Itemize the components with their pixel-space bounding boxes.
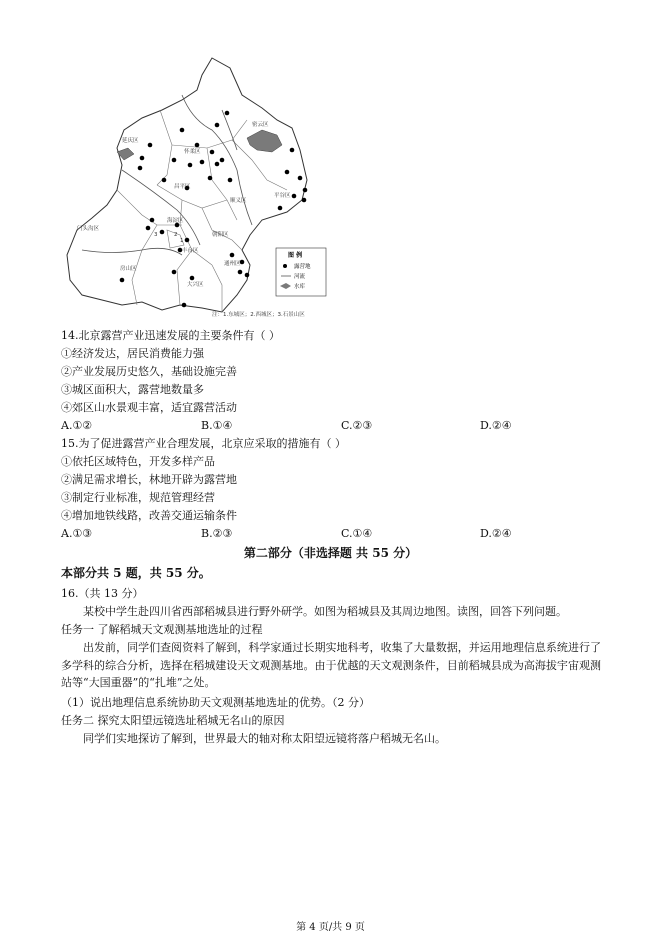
district-label: 平谷区 [274, 193, 291, 199]
district-label: 门头沟区 [77, 226, 100, 232]
region-number: 2 [174, 232, 178, 238]
question-14-item: ②产业发展历史悠久，基础设施完善 [61, 365, 237, 378]
district-label: 密云区 [252, 122, 269, 128]
question-14-option-c[interactable]: C.②③ [341, 419, 373, 432]
page-number: 第 4 页/共 9 页 [296, 922, 365, 933]
question-14-option-b[interactable]: B.①④ [201, 419, 233, 432]
task-two-title: 任务二 探究太阳望远镜选址稻城无名山的原因 [61, 714, 285, 727]
legend-title: 图 例 [288, 252, 303, 259]
question-14-item: ①经济发达，居民消费能力强 [61, 347, 204, 360]
district-label: 顺义区 [230, 198, 247, 204]
district-label: 大兴区 [187, 282, 204, 288]
sub-question-1: （1）说出地理信息系统协助天文观测基地选址的优势。（2 分） [61, 696, 370, 709]
camping-site-legend-icon [283, 264, 287, 268]
district-label: 延庆区 [122, 138, 139, 144]
task-one-title: 任务一 了解稻城天文观测基地选址的过程 [61, 623, 263, 636]
district-label: 朝阳区 [212, 232, 229, 238]
part-two-title: 第二部分（非选择题 共 55 分） [243, 546, 418, 560]
legend-item: 露营地 [294, 264, 311, 270]
question-15-item: ①依托区域特色，开发多样产品 [61, 455, 215, 468]
question-15-stem: 15.为了促进露营产业合理发展，北京应采取的措施有（ ） [61, 437, 346, 450]
question-15-item: ④增加地铁线路，改善交通运输条件 [61, 509, 237, 522]
question-15-option-a[interactable]: A.①③ [61, 527, 93, 540]
question-15-option-c[interactable]: C.①④ [341, 527, 373, 540]
district-label: 怀柔区 [184, 149, 201, 155]
question-16-stem: 某校中学生赴四川省西部稻城县进行野外研学。如图为稻城县及其周边地图。读图，回答下列问题。 [83, 605, 567, 618]
question-14-stem: 14.北京露营产业迅速发展的主要条件有（ ） [61, 329, 280, 342]
district-label: 通州区 [224, 261, 241, 267]
task-one-text: 出发前，同学们查阅资料了解到，科学家通过长期实地科考，收集了大量数据，并运用地理信息系统进行了多学科的综合分析，选择在稻城建设天文观测基地。由于优越的天文观测条件，目前稻城县成为高海拔宇宙观测站等“大国重器”的“扎堆”之处。 [61, 641, 601, 689]
question-14-option-d[interactable]: D.②④ [480, 419, 512, 432]
question-15-option-b[interactable]: B.②③ [201, 527, 233, 540]
question-14-item: ④郊区山水景观丰富，适宜露营活动 [61, 401, 237, 414]
beijing-camping-map [62, 50, 338, 320]
legend-item: 水库 [294, 284, 306, 290]
district-label: 丰台区 [182, 248, 199, 254]
region-number: 1 [180, 238, 184, 244]
task-two-text: 同学们实地探访了解到，世界最大的轴对称太阳望远镜将落户稻城无名山。 [83, 732, 446, 745]
question-14-item: ③城区面积大，露营地数量多 [61, 383, 204, 396]
map-note: 注：1.东城区；2.西城区；3.石景山区 [212, 312, 305, 318]
district-label: 房山区 [120, 266, 137, 272]
map-legend [276, 248, 326, 296]
question-15-item: ②满足需求增长，林地开辟为露营地 [61, 473, 237, 486]
question-14-option-a[interactable]: A.①② [61, 419, 93, 432]
legend-item: 河流 [294, 274, 306, 280]
question-15-option-d[interactable]: D.②④ [480, 527, 512, 540]
question-15-item: ③制定行业标准，规范管理经营 [61, 491, 215, 504]
district-label: 海淀区 [167, 218, 184, 224]
district-label: 昌平区 [174, 184, 191, 190]
question-16-number: 16.（共 13 分） [61, 587, 144, 600]
region-number: 3 [154, 232, 158, 238]
part-two-intro: 本部分共 5 题，共 55 分。 [61, 566, 211, 580]
